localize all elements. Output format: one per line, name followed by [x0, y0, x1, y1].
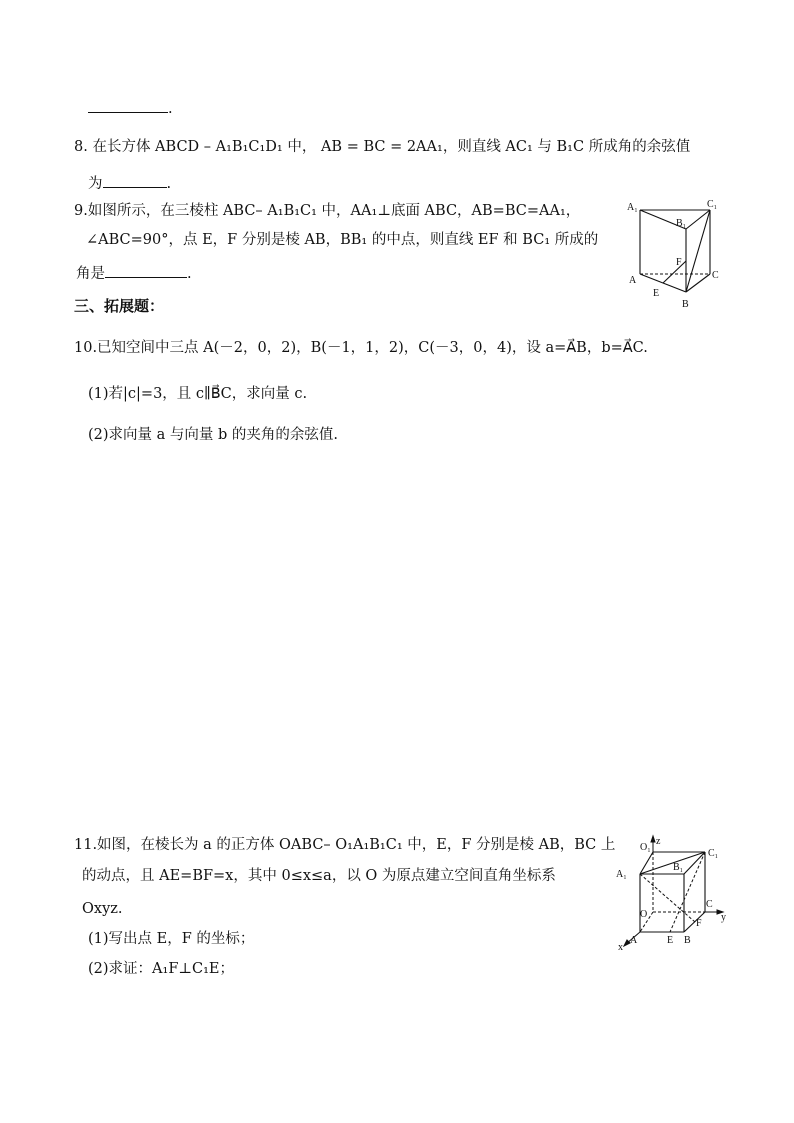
- q8-line2-suffix: .: [166, 176, 172, 192]
- q11-label-O: O: [640, 909, 648, 920]
- q11-label-x: x: [618, 942, 623, 950]
- q9-label-E: E: [653, 288, 660, 299]
- q9-line3-prefix: 角是: [76, 266, 105, 282]
- q9-prism-figure: [622, 196, 728, 314]
- q9-line2: ∠ABC=90°，点 E，F 分别是棱 AB，BB₁ 的中点，则直线 EF 和 BC₁ 所成的: [86, 232, 599, 248]
- q7-answer-line: [88, 98, 173, 119]
- q11-label-F: F: [696, 918, 702, 929]
- q11-label-E: E: [667, 935, 674, 946]
- q11-label-z: z: [656, 836, 661, 847]
- q9-label-B1: B₁: [676, 218, 687, 229]
- q11-cube-figure: [612, 834, 730, 950]
- q11-label-B: B: [684, 935, 691, 946]
- q11-part2: (2)求证：A₁F⊥C₁E；: [88, 961, 235, 977]
- q9-label-F: F: [676, 257, 682, 268]
- q9-label-C1: C₁: [707, 199, 718, 210]
- q9-blank: [105, 263, 187, 278]
- q9-line1: 9.如图所示，在三棱柱 ABC– A₁B₁C₁ 中，AA₁⊥底面 ABC，AB=BC=AA₁，: [74, 203, 581, 219]
- q10-line1: 10.已知空间中三点 A(－2，0，2)，B(－1，1，2)，C(－3，0，4)，设 a=A⃗B，b=A⃗C.: [74, 340, 648, 356]
- q9-label-C: C: [712, 270, 719, 281]
- q9-answer-line: [76, 263, 192, 284]
- q11-label-y: y: [721, 912, 726, 923]
- q9-label-A: A: [629, 275, 637, 286]
- q8-line1: 8. 在长方体 ABCD – A₁B₁C₁D₁ 中， AB = BC = 2AA₁，则直线 AC₁ 与 B₁C 所成角的余弦值: [74, 139, 691, 155]
- q11-line1: 11.如图，在棱长为 a 的正方体 OABC– O₁A₁B₁C₁ 中，E，F 分别是棱 AB，BC 上: [74, 837, 616, 853]
- q7-tail: .: [168, 101, 173, 117]
- q10-part2: (2)求向量 a 与向量 b 的夹角的余弦值.: [88, 427, 339, 443]
- q11-label-C: C: [706, 899, 713, 910]
- q11-label-A: A: [630, 935, 638, 946]
- q11-label-B1: B₁: [673, 862, 684, 873]
- q11-label-C1: C₁: [708, 848, 719, 859]
- q11-line3: Oxyz.: [82, 901, 123, 917]
- q9-line3-suffix: .: [187, 266, 192, 282]
- q11-part1: (1)写出点 E，F 的坐标；: [88, 931, 255, 947]
- q9-label-A1: A₁: [627, 202, 638, 213]
- q10-part1: (1)若|c|=3，且 c∥B⃗C，求向量 c.: [88, 386, 308, 402]
- q9-label-B: B: [682, 299, 689, 310]
- section-3-heading: 三、拓展题：: [74, 297, 165, 315]
- q7-blank: [88, 98, 168, 113]
- q11-line2: 的动点，且 AE=BF=x，其中 0≤x≤a，以 O 为原点建立空间直角坐标系: [82, 868, 556, 884]
- q11-label-O1: O₁: [640, 842, 651, 853]
- q8-answer-line: [88, 173, 171, 194]
- q8-line2-prefix: 为: [88, 176, 103, 192]
- q8-blank: [103, 173, 167, 188]
- q11-label-A1: A₁: [616, 869, 627, 880]
